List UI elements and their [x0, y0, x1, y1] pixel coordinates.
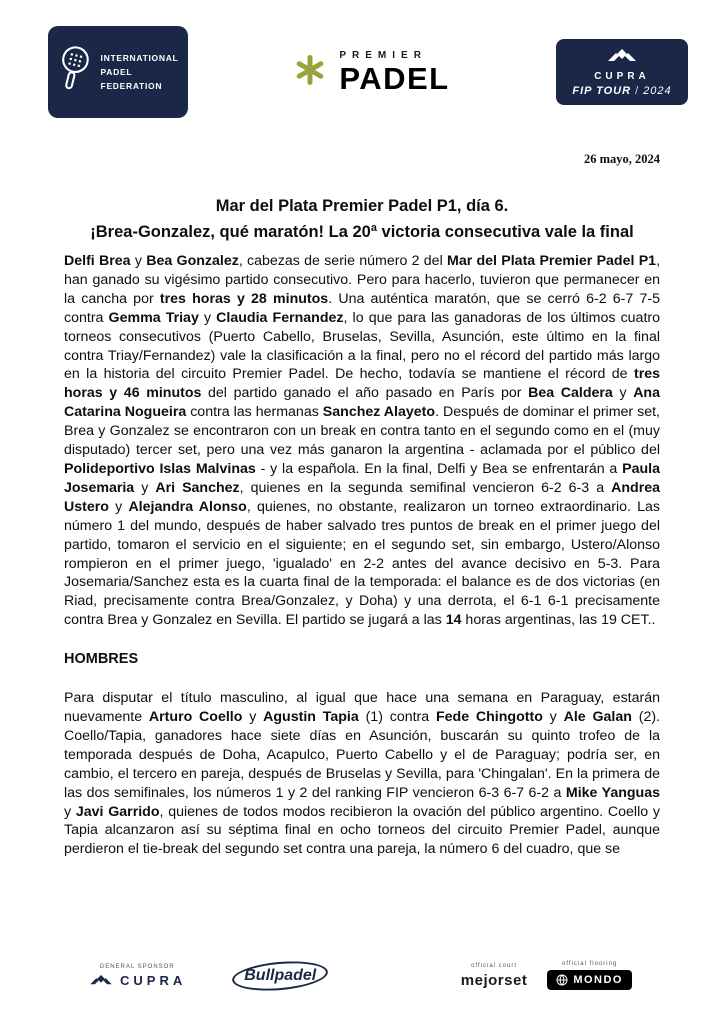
article-body — [64, 252, 660, 880]
cupra-emblem-icon — [605, 48, 639, 68]
premier-padel-logo — [294, 50, 450, 97]
ipf-line3: FEDERATION — [100, 81, 163, 91]
cupra-fip-tour-logo — [556, 39, 688, 105]
headline-line1: Mar del Plata Premier Padel P1, día 6. — [215, 197, 509, 216]
padel-racket-icon — [58, 42, 92, 103]
header-logos — [48, 26, 688, 118]
mejorset-wordmark: mejorset — [460, 971, 528, 989]
cupra-footer-lockup — [88, 973, 186, 988]
fip-tour-wordmark — [572, 85, 671, 97]
fip-tour-year: 2024 — [643, 84, 672, 97]
mondo-lockup — [547, 970, 632, 990]
footer-partners — [88, 961, 632, 990]
mejorset-logo — [461, 963, 528, 989]
divider-slash: / — [635, 84, 640, 97]
padel-word: PADEL — [339, 61, 450, 97]
ipf-line1: INTERNATIONAL — [100, 53, 179, 63]
globe-icon — [556, 974, 568, 986]
date: 26 mayo, 2024 — [583, 152, 660, 166]
paragraph-men-final: Para disputar el título masculino, al igual que hace una semana en Paraguay, estarán nuevamente Arturo Coello y Agustin Tapia (1) contra Fede Chingotto y Ale Galan (2). Coello/Tapia, ganadores hace siete días en Asunción, buscarán su quinto trofeo de la temporada después de Doha, Acapulco, Puerto Cabello y el de Paraguay; podría ser, en cambio, el tercero en pareja, después de Bruselas y Sevilla, para 'Chingalan'. En la primera de las dos semifinales, los números 1 y 2 del ranking FIP vencieron 6-3 6-7 6-2 a Mike Yanguas y Javi Garrido, quienes de todos modos recibieron la ovación del público argentino. Coello y Tapia alcanzaron así su séptima final en ocho torneos del circuito Premier Padel, aunque perdieron el tie-break del segundo set contra una pareja, la número 6 del cuadro, que se — [64, 690, 660, 858]
bullpadel-wordmark: Bullpadel — [232, 962, 328, 990]
cupra-footer-label: GENERAL SPONSOR — [99, 963, 175, 970]
bullpadel-logo — [232, 962, 328, 990]
ipf-logo — [48, 26, 188, 118]
section-heading-hombres: HOMBRES — [64, 651, 139, 668]
headline — [30, 194, 694, 245]
cupra-footer-wordmark: CUPRA — [120, 972, 187, 988]
mondo-wordmark: MONDO — [573, 974, 623, 986]
ipf-line2: PADEL — [100, 67, 133, 77]
premier-padel-wordmark — [339, 50, 450, 97]
cupra-wordmark: CUPRA — [594, 70, 650, 82]
cupra-footer-logo — [88, 964, 186, 988]
mondo-label: official flooring — [562, 961, 618, 967]
paragraph-women-final: Delfi Brea y Bea Gonzalez, cabezas de serie número 2 del Mar del Plata Premier Padel P1, han ganado su vigésimo partido consecutivo. Pero para hacerlo, tuvieron que permanecer en la cancha por tres horas y 28 minutos. Una auténtica maratón, que se cerró 6-2 6-7 7-5 contra Gemma Triay y Claudia Fernandez, lo que para las ganadoras de los últimos cuatro torneos consecutivos (Puerto Cabello, Bruselas, Sevilla, Asunción, este último en la final contra Triay/Fernandez) vale la clasificación a la final, pero no el récord del partido más largo en la historia del circuito Premier Padel. De hecho, todavía se mantiene el récord de tres horas y 46 minutos del partido ganado el año pasado en París por Bea Caldera y Ana Catarina Nogueira contra las hermanas Sanchez Alayeto. Después de dominar el primer set, Brea y Gonzalez se encontraron con un break en contra tanto en el segundo como en el (muy disputado) tercer set, pero una vez más ganaron la argentina - aclamada por el público del Polideportivo Islas Malvinas - y la española. En la final, Delfi y Bea se enfrentarán a Paula Josemaria y Ari Sanchez, quienes en la segunda semifinal vencieron 6-2 6-3 a Andrea Ustero y Alejandra Alonso, quienes, no obstante, realizaron un torneo extraordinario. Las número 1 del mundo, después de haber salvado tres puntos de break en el primer juego del partido, tomaron el servicio en el siguiente; en el segundo set, sin embargo, Ustero/Alonso rompieron en el primer juego, 'igualado' en 2-2 antes del avance decisivo en 5-3. Para Josemaria/Sanchez esta es la cuarta final de la temporada: el balance es de dos victorias (en Riad, precisamente contra Brea/Gonzalez, y Doha) y una derrota, el 6-1 6-1 precisamente contra Brea y Gonzalez en Sevilla. El partido se jugará a las 14 horas argentinas, las 19 CET.. — [64, 253, 661, 629]
ipf-logo-text — [101, 53, 179, 91]
premier-padel-asterisk-icon — [294, 54, 326, 91]
cupra-emblem-icon — [88, 974, 114, 986]
premier-word: PREMIER — [339, 50, 427, 62]
mejorset-label: official court — [471, 962, 518, 969]
headline-line2: ¡Brea-Gonzalez, qué maratón! La 20ª victoria consecutiva vale la final — [90, 222, 634, 241]
fip-tour-text: FIP TOUR — [572, 84, 632, 97]
mondo-logo — [547, 961, 632, 990]
